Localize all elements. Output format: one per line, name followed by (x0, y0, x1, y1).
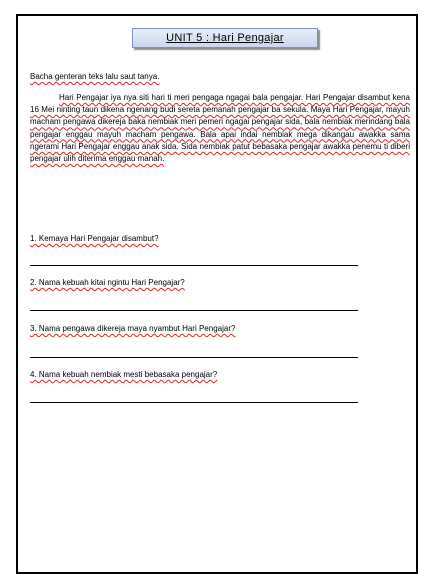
question-2 (30, 278, 185, 287)
question-3-text: 3. Nama pengawa dikereja maya nyambut Hari Pengajar? (30, 324, 236, 333)
answer-line-4 (30, 402, 358, 403)
question-1 (30, 234, 159, 243)
question-4 (30, 370, 217, 379)
answer-line-3 (30, 357, 358, 358)
instruction-label: Bacha genteran teks lalu saut tanya. (30, 72, 160, 81)
answer-line-2 (30, 310, 358, 311)
question-4-text: 4. Nama kebuah nembiak mesti bebasaka pengajar? (30, 370, 218, 379)
question-1-text: 1. Kemaya Hari Pengajar disambut? (30, 234, 159, 243)
unit-title: UNIT 5 : Hari Pengajar (166, 32, 284, 44)
unit-title-box (132, 28, 318, 48)
instruction-text (30, 72, 159, 81)
question-3 (30, 324, 235, 333)
question-2-text: 2. Nama kebuah kitai ngintu Hari Pengajar? (30, 278, 185, 287)
answer-line-1 (30, 265, 358, 266)
worksheet-page (16, 14, 418, 574)
reading-passage: Hari Pengajar iya nya siti hari ti meri pengaga ngagai bala pengajar. Hari Pengajar disambut kena 16 Mei ninting taun dikena ngenang budi sereta pemanah pengajar ba sekula. Maya Hari Pengajar, mayuh macham pengawa dikereja baka nembiak meri pemeri ngagai pengajar sida, bala nembiak merindang bala pengajar enggau mayuh macham pengawa. Bala apai indai nembiak mega dikangau awakka sama ngerami Hari Pengajar enggau anak sida. Sida nembiak patut bebasaka pengajar awakka penemu ti diberi pengajar ulih diterima enggau manah. (30, 93, 410, 164)
